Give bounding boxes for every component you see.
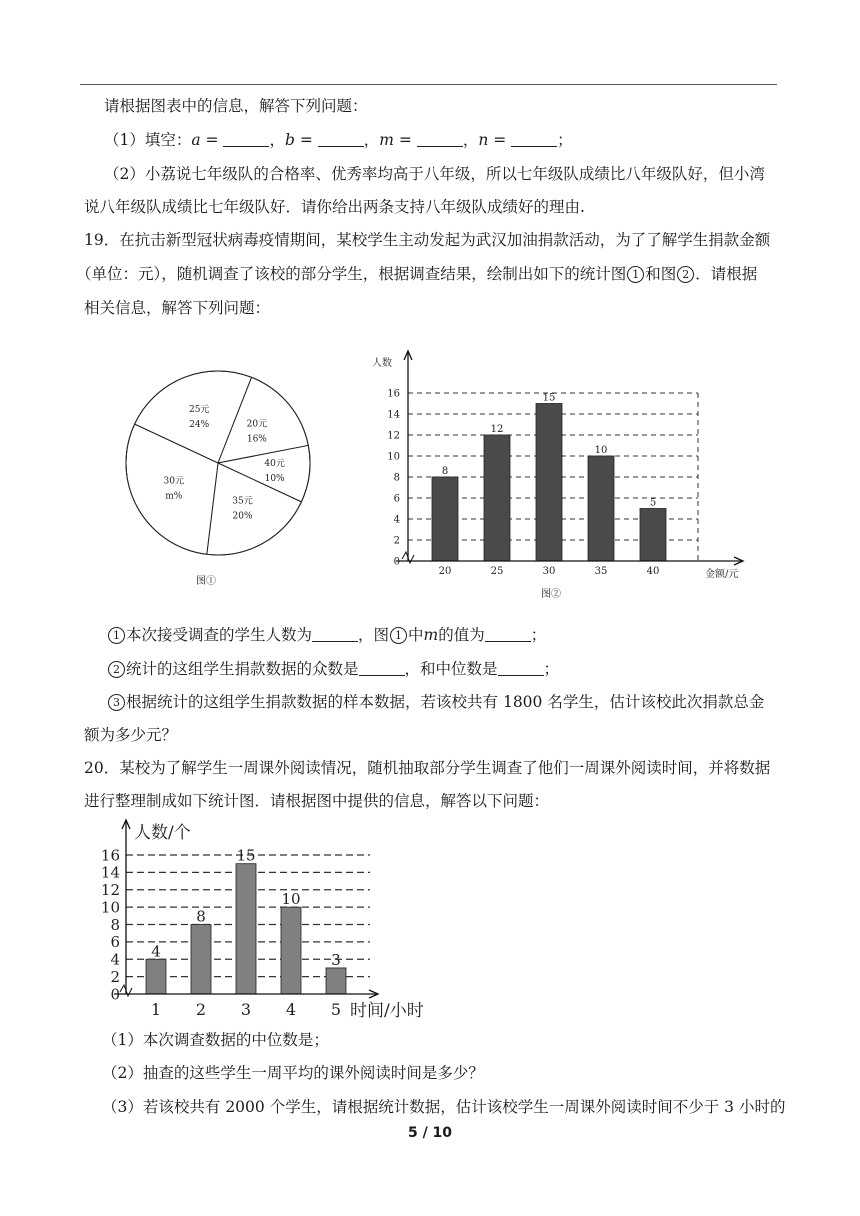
- p19-text-c: ．请根据: [695, 265, 758, 283]
- semicolon: ；: [530, 626, 547, 644]
- s1-text-b: ，图: [358, 626, 390, 644]
- problem-19-line1: 19．在抗击新型冠状病毒疫情期间，某校学生主动发起为武汉加油捐款活动，为了了解学生捐款金额: [84, 231, 771, 249]
- x-tick-label: 2: [195, 1000, 207, 1019]
- semicolon: ；: [543, 660, 560, 678]
- y-tick-label: 2: [110, 967, 120, 986]
- s1-text-a: 本次接受调查的学生人数为: [126, 626, 313, 644]
- q3-number-2: 3: [724, 1098, 735, 1116]
- circled-1: 1: [390, 627, 407, 644]
- comma: ，: [269, 131, 285, 149]
- circled-3: 3: [108, 694, 125, 711]
- pie-slice-percent: 10%: [264, 473, 285, 484]
- question-1-fill: [104, 130, 573, 150]
- var-a: a: [191, 131, 201, 149]
- y-tick-label: 14: [100, 863, 120, 882]
- q1-prefix: （1）填空：: [104, 131, 192, 149]
- circled-1: 1: [108, 627, 125, 644]
- blank-count: [312, 627, 358, 642]
- bars: [432, 404, 666, 562]
- x-tick-label: 20: [438, 566, 452, 577]
- bar: [191, 925, 211, 995]
- s3-text-b: 名学生，估计该校此次捐款总金: [547, 693, 765, 711]
- y-tick-label: 16: [387, 388, 400, 400]
- blank-b: [318, 132, 364, 147]
- question-2-line1: （2）小荔说七年级队的合格率、优秀率均高于八年级，所以七年级队成绩比八年级队好，但小湾: [104, 165, 765, 183]
- x-tick-label: 4: [285, 1000, 297, 1019]
- intro-text: 请根据图表中的信息，解答下列问题：: [104, 97, 368, 115]
- comma: ，: [363, 131, 380, 149]
- bar: [326, 968, 346, 994]
- p19-text-b: 和图: [645, 265, 677, 283]
- bar: [281, 907, 301, 994]
- pie-slice-label: 30元: [163, 476, 184, 487]
- bar: [146, 959, 166, 994]
- p20-question-3: [102, 1097, 785, 1117]
- eq-sign: =: [488, 131, 512, 149]
- problem-20-line2: 进行整理制成如下统计图．请根据图中提供的信息，解答以下问题：: [84, 792, 550, 810]
- s3-number: 1800: [502, 693, 543, 711]
- bar: [484, 435, 510, 561]
- p20-question-2: （2）抽查的这些学生一周平均的课外阅读时间是多少？: [102, 1064, 484, 1082]
- pie-chart: [118, 368, 318, 598]
- x-tick-label: 40: [646, 566, 660, 577]
- bar-value-label: 15: [236, 846, 256, 865]
- bar: [640, 509, 666, 562]
- bar-value-label: 8: [196, 907, 206, 926]
- problem-19-line3: 相关信息，解答下列问题：: [84, 299, 271, 317]
- circled-1: 1: [627, 266, 644, 283]
- p19-text-a: （单位：元），随机调查了该校的部分学生，根据调查结果，绘制出如下的统计图: [76, 265, 627, 283]
- y-tick-label: 14: [387, 409, 400, 421]
- q3-number: 2000: [225, 1098, 265, 1116]
- circled-2: 2: [108, 661, 125, 678]
- var-b: b: [284, 131, 295, 149]
- y-tick-label: 8: [110, 915, 120, 934]
- eq-sign: =: [393, 131, 417, 149]
- sub-question-3-line1: [107, 692, 764, 712]
- pie-slice-label: 35元: [232, 496, 253, 507]
- s3-text-a: 根据统计的这组学生捐款数据的样本数据，若该校共有: [126, 693, 499, 711]
- y-tick-label: 0: [110, 985, 120, 1004]
- bar-value-label: 15: [542, 392, 556, 404]
- bar: [432, 477, 458, 561]
- blank-n: [511, 132, 557, 147]
- bar-value-label: 10: [281, 890, 301, 909]
- bar-value-label: 5: [649, 497, 657, 509]
- y-tick-label: 6: [393, 493, 400, 505]
- y-tick-label: 0: [393, 556, 400, 568]
- var-m: m: [379, 131, 394, 149]
- chart-caption: 图②: [541, 589, 561, 600]
- p20-question-1: （1）本次调查数据的中位数是；: [102, 1031, 329, 1049]
- pie-slice-percent: 16%: [246, 434, 267, 445]
- blank-mode: [359, 661, 405, 676]
- bar-value-label: 12: [490, 424, 504, 435]
- bar-value-label: 3: [331, 950, 341, 969]
- pie-slice-label: 40元: [264, 458, 285, 469]
- bar: [236, 864, 256, 994]
- y-tick-label: 8: [393, 472, 400, 484]
- s2-text-a: 统计的这组学生捐款数据的众数是: [126, 660, 359, 678]
- sub-question-2: [107, 659, 559, 679]
- q3-text-c: 小时的: [738, 1098, 786, 1116]
- y-tick-label: 12: [100, 881, 120, 899]
- x-tick-label: 5: [330, 1000, 342, 1019]
- s2-text-b: ，和中位数是: [404, 660, 498, 678]
- problem-20-line1: 20．某校为了解学生一周课外阅读情况，随机抽取部分学生调查了他们一周课外阅读时间，并将数据: [84, 759, 771, 777]
- bar-value-label: 4: [151, 942, 161, 961]
- y-tick-label: 16: [100, 846, 120, 865]
- donation-bar-chart: [365, 345, 755, 605]
- pie-slice-percent: 20%: [232, 511, 253, 522]
- y-tick-label: 4: [110, 950, 120, 969]
- pie-caption: 图①: [196, 576, 216, 587]
- pie-slice-percent: 24%: [189, 420, 210, 431]
- blank-m-value: [485, 627, 531, 642]
- var-n: n: [478, 131, 489, 149]
- y-tick-label: 10: [100, 898, 120, 917]
- bar: [536, 404, 562, 562]
- bar: [588, 456, 614, 561]
- problem-19-line2: [76, 264, 757, 284]
- y-axis-title: 人数/个: [134, 823, 191, 843]
- circled-2: 2: [677, 266, 694, 283]
- x-axis-title: 金额/元: [705, 569, 739, 580]
- bars: [146, 864, 346, 994]
- pie-slice-percent: m%: [165, 491, 183, 502]
- eq-sign: =: [294, 131, 318, 149]
- bar-value-label: 8: [441, 466, 449, 477]
- bar-value-label: 10: [594, 445, 608, 456]
- y-tick-label: 6: [110, 933, 120, 952]
- question-2-line2: 说八年级队成绩比七年级队好．请你给出两条支持八年级队成绩好的理由.: [84, 198, 585, 216]
- x-tick-label: 1: [150, 1000, 162, 1019]
- pie-slice-label: 25元: [188, 405, 210, 416]
- x-axis-title: 时间/小时: [350, 1001, 424, 1021]
- s1-text-d: 的值为: [438, 626, 485, 644]
- x-tick-label: 3: [240, 1000, 252, 1019]
- sub-question-1: [107, 625, 546, 645]
- q3-text-a: （3）若该校共有: [102, 1098, 221, 1116]
- y-axis-title: 人数: [372, 358, 392, 369]
- y-tick-label: 12: [387, 430, 400, 442]
- y-tick-label: 4: [393, 514, 400, 526]
- sub-question-3-line2: 额为多少元？: [84, 726, 178, 744]
- var-m: m: [423, 626, 439, 644]
- page-number: 5 / 10: [407, 1125, 453, 1141]
- x-tick-label: 30: [542, 566, 556, 577]
- blank-m: [417, 132, 463, 147]
- header-rule: [80, 84, 777, 85]
- x-tick-label: 35: [594, 566, 608, 577]
- pie-slice-label: 20元: [246, 419, 268, 430]
- x-tick-label: 25: [490, 566, 504, 577]
- s1-text-c: 中: [408, 626, 424, 644]
- comma: ，: [462, 131, 479, 149]
- reading-time-bar-chart: [88, 816, 438, 1026]
- y-tick-label: 2: [393, 535, 400, 547]
- y-tick-label: 10: [387, 451, 400, 463]
- q3-text-b: 个学生，请根据统计数据，估计该校学生一周课外阅读时间不少于: [269, 1098, 720, 1116]
- eq-sign: =: [200, 131, 224, 149]
- blank-a: [223, 132, 269, 147]
- semicolon: ；: [557, 131, 573, 149]
- blank-median: [498, 661, 544, 676]
